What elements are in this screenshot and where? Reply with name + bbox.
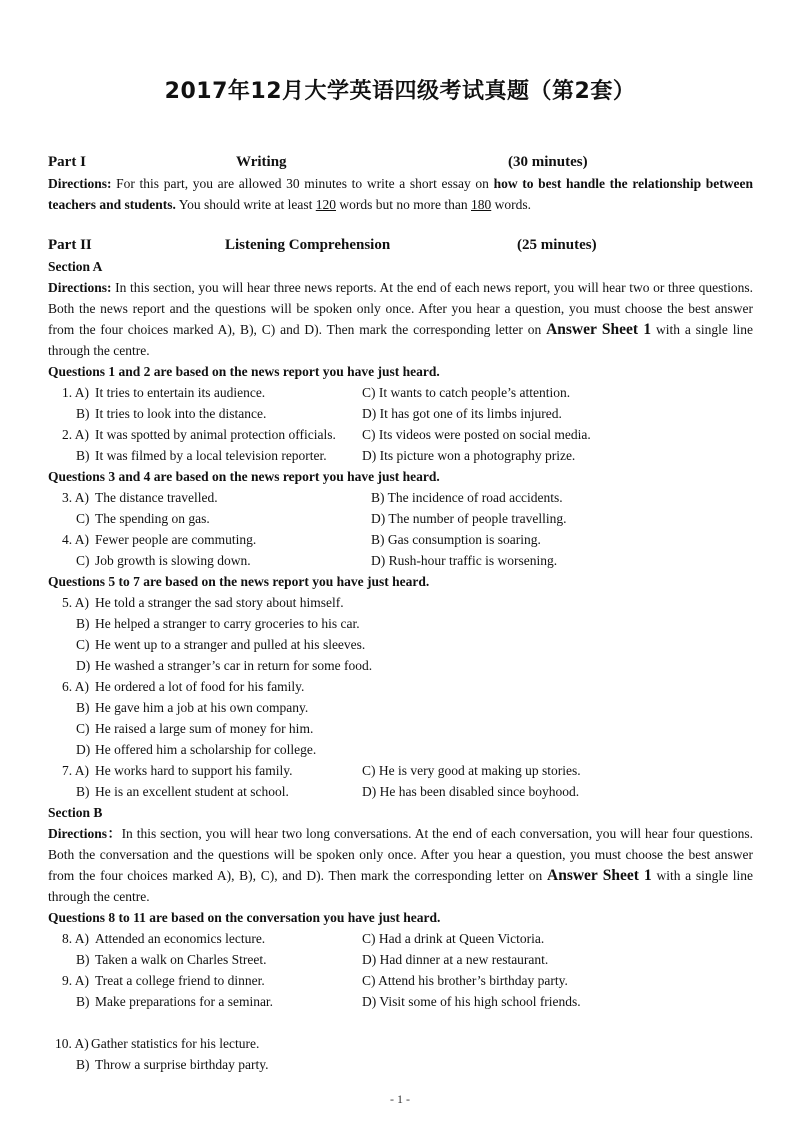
- option-text: The spending on gas.: [95, 511, 210, 526]
- question-group-heading: Questions 5 to 7 are based on the news report you have just heard.: [48, 574, 430, 589]
- option-marker: 7. A): [62, 763, 89, 778]
- part2-name: Listening Comprehension: [225, 237, 391, 253]
- option-text: D) Had dinner at a new restaurant.: [362, 952, 549, 967]
- option-text: He washed a stranger’s car in return for some food.: [95, 658, 373, 673]
- question-row: [48, 970, 753, 991]
- option-text: B) Gas consumption is soaring.: [371, 532, 541, 547]
- question-row: [48, 508, 753, 529]
- option-text: It tries to look into the distance.: [95, 406, 267, 421]
- option-text: Attended an economics lecture.: [95, 931, 266, 946]
- option-marker: B): [76, 700, 90, 715]
- option-marker: 2. A): [62, 427, 89, 442]
- option-text: C) It wants to catch people’s attention.: [362, 385, 571, 400]
- option-text: He told a stranger the sad story about himself.: [95, 595, 344, 610]
- question-line: [48, 634, 753, 655]
- question-row: [48, 529, 753, 550]
- question-group-heading: Questions 3 and 4 are based on the news report you have just heard.: [48, 469, 440, 484]
- option-text: He raised a large sum of money for him.: [95, 721, 314, 736]
- question-line: [48, 1033, 753, 1054]
- option-text: He ordered a lot of food for his family.: [95, 679, 305, 694]
- option-marker: 1. A): [62, 385, 89, 400]
- directions-label: Directions:: [48, 280, 112, 295]
- question-line: [48, 592, 753, 613]
- page-title: 2017年12月大学英语四级考试真题（第2套）: [164, 79, 636, 104]
- directions-label: Directions：: [48, 826, 122, 841]
- section-b-label: Section B: [48, 805, 103, 820]
- option-text: Treat a college friend to dinner.: [95, 973, 265, 988]
- option-text: Taken a walk on Charles Street.: [95, 952, 267, 967]
- option-marker: D): [76, 658, 91, 673]
- option-text: C) He is very good at making up stories.: [362, 763, 581, 778]
- part1-header: [48, 152, 753, 173]
- essay-topic: how to best handle the relationship between teachers and students.: [48, 176, 753, 212]
- option-text: D) It has got one of its limbs injured.: [362, 406, 562, 421]
- option-marker: D): [76, 742, 91, 757]
- option-text: He works hard to support his family.: [95, 763, 293, 778]
- question-row: [48, 781, 753, 802]
- directions-text: For this part, you are allowed 30 minutes to write a short essay on: [111, 176, 494, 191]
- option-text: D) The number of people travelling.: [371, 511, 567, 526]
- question-row: [48, 949, 753, 970]
- option-text: He gave him a job at his own company.: [95, 700, 309, 715]
- question-group-heading: Questions 8 to 11 are based on the conversation you have just heard.: [48, 910, 441, 925]
- question-line: [48, 1054, 753, 1075]
- directions-text: You should write at least: [175, 197, 316, 212]
- option-text: It was spotted by animal protection officials.: [95, 427, 336, 442]
- question-row: [48, 382, 753, 403]
- option-text: Job growth is slowing down.: [95, 553, 251, 568]
- question-row: [48, 991, 753, 1012]
- min-words: 120: [315, 197, 337, 212]
- option-marker: C): [76, 637, 90, 652]
- section-a-label: Section A: [48, 259, 103, 274]
- option-text: He is an excellent student at school.: [95, 784, 289, 799]
- answer-sheet-label: Answer Sheet 1: [547, 867, 652, 884]
- question-line: [48, 718, 753, 739]
- option-marker: 9. A): [62, 973, 89, 988]
- option-text: It tries to entertain its audience.: [95, 385, 266, 400]
- option-text: Gather statistics for his lecture.: [91, 1036, 260, 1051]
- option-text: It was filmed by a local television reporter.: [95, 448, 327, 463]
- option-marker: C): [76, 511, 90, 526]
- option-marker: B): [76, 994, 90, 1009]
- option-marker: 3. A): [62, 490, 89, 505]
- directions-text: with a single line through the centre.: [48, 322, 754, 358]
- directions-text: In this section, you will hear two long conversations. At the end of each conversation, you will hear four questions. Both the conversation and the questions will be spoken only once. After you hear a question, you must choose the best answer from the four choices marked A), B), C), and D). Then mark the corresponding letter on: [48, 826, 753, 883]
- option-text: C) Had a drink at Queen Victoria.: [362, 931, 545, 946]
- question-line: [48, 676, 753, 697]
- option-marker: B): [76, 1057, 90, 1072]
- part1-directions: [48, 173, 753, 215]
- question-row: [48, 928, 753, 949]
- directions-text: In this section, you will hear three news reports. At the end of each news report, you will hear two or three questions. Both the news report and the questions will be spoken only once. After you hear a question, you must choose the best answer from the four choices marked A), B), C) and D). Then mark the corresponding letter on: [48, 280, 753, 337]
- option-text: Fewer people are commuting.: [95, 532, 257, 547]
- question-row: [48, 487, 753, 508]
- question-line: [48, 655, 753, 676]
- directions-text: words.: [491, 197, 531, 212]
- max-words: 180: [471, 197, 492, 212]
- part1-name: Writing: [236, 154, 287, 170]
- question-row: [48, 424, 753, 445]
- option-marker: 6. A): [62, 679, 89, 694]
- option-text: D) Rush-hour traffic is worsening.: [371, 553, 558, 568]
- section-a-directions: [48, 277, 753, 361]
- option-text: D) Visit some of his high school friends.: [362, 994, 581, 1009]
- option-text: He offered him a scholarship for college.: [95, 742, 317, 757]
- option-marker: B): [76, 448, 90, 463]
- option-marker: C): [76, 553, 90, 568]
- part2-time: (25 minutes): [517, 237, 597, 253]
- directions-text: words but no more than: [336, 197, 471, 212]
- question-line: [48, 739, 753, 760]
- option-marker: 5. A): [62, 595, 89, 610]
- answer-sheet-label: Answer Sheet 1: [546, 321, 652, 338]
- option-text: The distance travelled.: [95, 490, 218, 505]
- option-marker: 8. A): [62, 931, 89, 946]
- part2-header: [48, 235, 753, 256]
- option-marker: C): [76, 721, 90, 736]
- option-marker: B): [76, 616, 90, 631]
- part1-label: Part I: [48, 154, 86, 170]
- directions-text: with a single line through the centre.: [48, 868, 753, 904]
- part2-label: Part II: [48, 237, 92, 253]
- option-marker: 4. A): [62, 532, 89, 547]
- exam-content: [48, 152, 753, 1075]
- directions-label: Directions:: [48, 176, 112, 191]
- option-marker: B): [76, 406, 90, 421]
- option-marker: B): [76, 952, 90, 967]
- option-text: B) The incidence of road accidents.: [371, 490, 563, 505]
- part1-time: (30 minutes): [508, 154, 588, 170]
- question-row: [48, 760, 753, 781]
- option-text: C) Its videos were posted on social media.: [362, 427, 591, 442]
- option-text: C) Attend his brother’s birthday party.: [362, 973, 568, 988]
- option-text: Make preparations for a seminar.: [95, 994, 274, 1009]
- option-text: D) He has been disabled since boyhood.: [362, 784, 580, 799]
- question-row: [48, 550, 753, 571]
- question-row: [48, 445, 753, 466]
- question-line: [48, 613, 753, 634]
- option-marker: 10. A): [55, 1036, 89, 1051]
- page-number: - 1 -: [390, 1092, 410, 1106]
- option-text: Throw a surprise birthday party.: [95, 1057, 269, 1072]
- question-row: [48, 403, 753, 424]
- section-b-directions: [48, 823, 753, 907]
- option-text: He went up to a stranger and pulled at his sleeves.: [95, 637, 366, 652]
- option-marker: B): [76, 784, 90, 799]
- question-line: [48, 697, 753, 718]
- question-group-heading: Questions 1 and 2 are based on the news report you have just heard.: [48, 364, 440, 379]
- option-text: D) Its picture won a photography prize.: [362, 448, 576, 463]
- option-text: He helped a stranger to carry groceries to his car.: [95, 616, 360, 631]
